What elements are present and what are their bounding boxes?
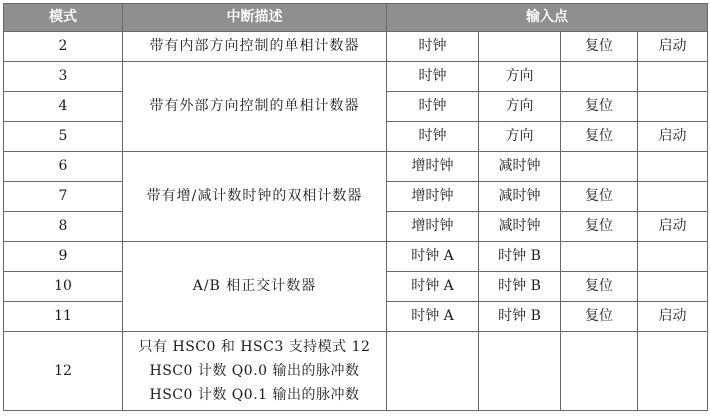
description-cell: 带有增/减计数时钟的双相计数器 [123,152,387,242]
input-cell: 减时钟 [479,212,561,242]
input-cell: 减时钟 [479,152,561,182]
input-cell [638,152,708,182]
input-cell: 时钟 [387,32,479,62]
mode-cell: 5 [4,122,123,152]
header-description: 中断描述 [123,4,387,32]
input-cell [561,242,638,272]
description-cell: 带有外部方向控制的单相计数器 [123,62,387,152]
input-cell: 复位 [561,122,638,152]
input-cell: 启动 [638,32,708,62]
input-cell [638,182,708,212]
input-cell: 方向 [479,122,561,152]
input-cell: 增时钟 [387,212,479,242]
mode-cell: 10 [4,272,123,302]
input-cell: 时钟 [387,62,479,92]
input-cell: 增时钟 [387,152,479,182]
input-cell: 启动 [638,302,708,332]
input-cell: 减时钟 [479,182,561,212]
input-cell [638,332,708,411]
mode-cell: 3 [4,62,123,92]
table-row [4,62,708,92]
description-line: HSC0 计数 Q0.1 输出的脉冲数 [149,387,360,403]
input-cell: 复位 [561,272,638,302]
mode-cell: 12 [4,332,123,411]
input-cell: 时钟 [387,92,479,122]
hsc-modes-table [3,3,708,411]
input-cell: 启动 [638,212,708,242]
input-cell [561,152,638,182]
input-cell [638,272,708,302]
mode-cell: 8 [4,212,123,242]
input-cell: 复位 [561,92,638,122]
mode-cell: 11 [4,302,123,332]
description-line: HSC0 计数 Q0.0 输出的脉冲数 [149,363,360,379]
input-cell: 增时钟 [387,182,479,212]
input-cell: 时钟 B [479,272,561,302]
table-row [4,332,708,411]
input-cell: 时钟 B [479,302,561,332]
description-cell: 带有内部方向控制的单相计数器 [123,32,387,62]
input-cell: 时钟 [387,122,479,152]
input-cell: 复位 [561,212,638,242]
input-cell [638,62,708,92]
header-inputs: 输入点 [387,4,708,32]
mode-cell: 6 [4,152,123,182]
header-mode: 模式 [4,4,123,32]
description-cell: A/B 相正交计数器 [123,242,387,332]
input-cell [638,92,708,122]
mode-cell: 4 [4,92,123,122]
table-row [4,242,708,272]
input-cell: 复位 [561,32,638,62]
input-cell: 时钟 A [387,242,479,272]
input-cell [479,32,561,62]
input-cell: 启动 [638,122,708,152]
description-line: 只有 HSC0 和 HSC3 支持模式 12 [138,339,371,355]
description-cell [123,332,387,411]
mode-cell: 2 [4,32,123,62]
input-cell [561,62,638,92]
table-container [3,3,708,411]
header-row [4,4,708,32]
input-cell: 方向 [479,92,561,122]
input-cell: 复位 [561,302,638,332]
input-cell: 时钟 B [479,242,561,272]
input-cell [638,242,708,272]
table-row [4,152,708,182]
mode-cell: 7 [4,182,123,212]
input-cell [561,332,638,411]
table-row [4,32,708,62]
input-cell [479,332,561,411]
input-cell: 时钟 A [387,302,479,332]
input-cell: 时钟 A [387,272,479,302]
input-cell: 复位 [561,182,638,212]
input-cell: 方向 [479,62,561,92]
input-cell [387,332,479,411]
mode-cell: 9 [4,242,123,272]
